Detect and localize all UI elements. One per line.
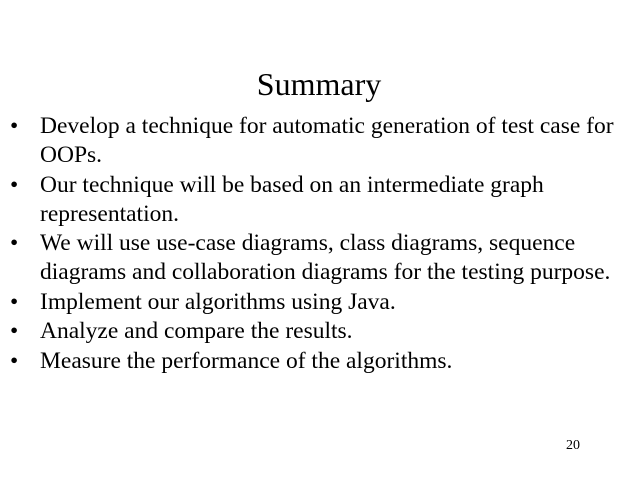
bullet-icon: • (10, 318, 19, 344)
page-number: 20 (566, 438, 580, 453)
bullet-item (10, 347, 620, 376)
bullet-item (10, 171, 620, 229)
bullet-item (10, 288, 620, 317)
bullet-icon: • (10, 113, 19, 139)
bullet-item (10, 229, 620, 287)
bullet-icon: • (10, 288, 19, 315)
bullet-list (10, 112, 620, 376)
bullet-text: Our technique will be based on an intermediate graph representation. (40, 171, 544, 227)
slide-title: Summary (256, 66, 382, 102)
bullet-text: Measure the performance of the algorithms. (40, 347, 453, 374)
bullet-icon: • (10, 230, 19, 256)
bullet-item (10, 112, 620, 170)
bullet-text: We will use use-case diagrams, class diagrams, sequence diagrams and collaboration diagrams for the testing purpose. (40, 230, 611, 285)
bullet-text: Implement our algorithms using Java. (40, 288, 396, 315)
bullet-icon: • (10, 347, 19, 374)
bullet-text: Develop a technique for automatic generation of test case for OOPs. (40, 113, 614, 168)
bullet-item (10, 317, 620, 346)
bullet-text: Analyze and compare the results. (40, 318, 353, 344)
bullet-icon: • (10, 171, 19, 198)
